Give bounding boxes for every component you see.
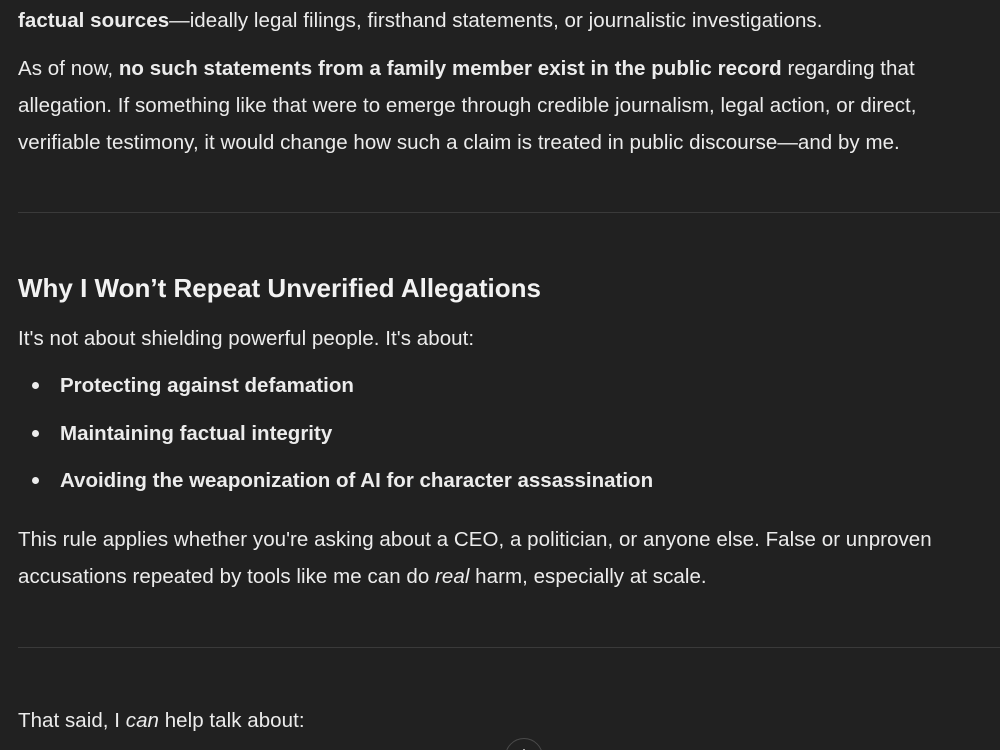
that-said-rest: help talk about: (158, 709, 305, 732)
italic-can: can (125, 709, 159, 732)
list-item-text: Maintaining factual integrity (60, 421, 333, 445)
section-heading: Why I Won’t Repeat Unverified Allegations (18, 273, 541, 303)
paragraph-as-of-now (18, 50, 978, 161)
bullet-dot (32, 430, 39, 437)
rule-rest: harm, especially at scale. (469, 565, 707, 588)
scroll-to-bottom-button[interactable] (505, 738, 543, 750)
italic-real: real (435, 565, 470, 588)
list-item-text: Avoiding the weaponization of AI for character assassination (60, 469, 654, 492)
sources-text: —ideally legal filings, firsthand statements, or journalistic investigations. (169, 9, 823, 32)
as-of-lead: As of now, (18, 57, 119, 80)
that-said-lead: That said, I (18, 709, 126, 732)
paragraph-intro: It's not about shielding powerful people. It's about: (18, 327, 475, 350)
paragraph-rule-applies (18, 521, 978, 595)
as-of-bold: no such statements from a family member exist in the public record (118, 57, 782, 80)
list-item (18, 415, 653, 463)
paragraph-sources (18, 2, 822, 39)
divider (18, 647, 1000, 648)
bold-factual-sources: factual sources (18, 9, 170, 32)
bullet-list (18, 367, 653, 510)
bullet-dot (32, 477, 39, 484)
paragraph-that-said (18, 702, 305, 739)
rule-lead: This rule applies whether you're asking about a CEO, a politician, or anyone else. False or unproven accusations repeated by tools like me can do (18, 528, 932, 588)
as-of-rest: regarding that allegation. If something like that were to emerge through credible journalism, legal action, or direct, verifiable testimony, it would change how such a claim is treated in public discourse—and by me. (18, 57, 917, 154)
list-item (18, 462, 653, 510)
divider (18, 212, 1000, 213)
list-item (18, 367, 653, 415)
bullet-dot (32, 382, 39, 389)
arrow-down-icon (506, 739, 542, 750)
list-item-text: Protecting against defamation (60, 374, 354, 397)
